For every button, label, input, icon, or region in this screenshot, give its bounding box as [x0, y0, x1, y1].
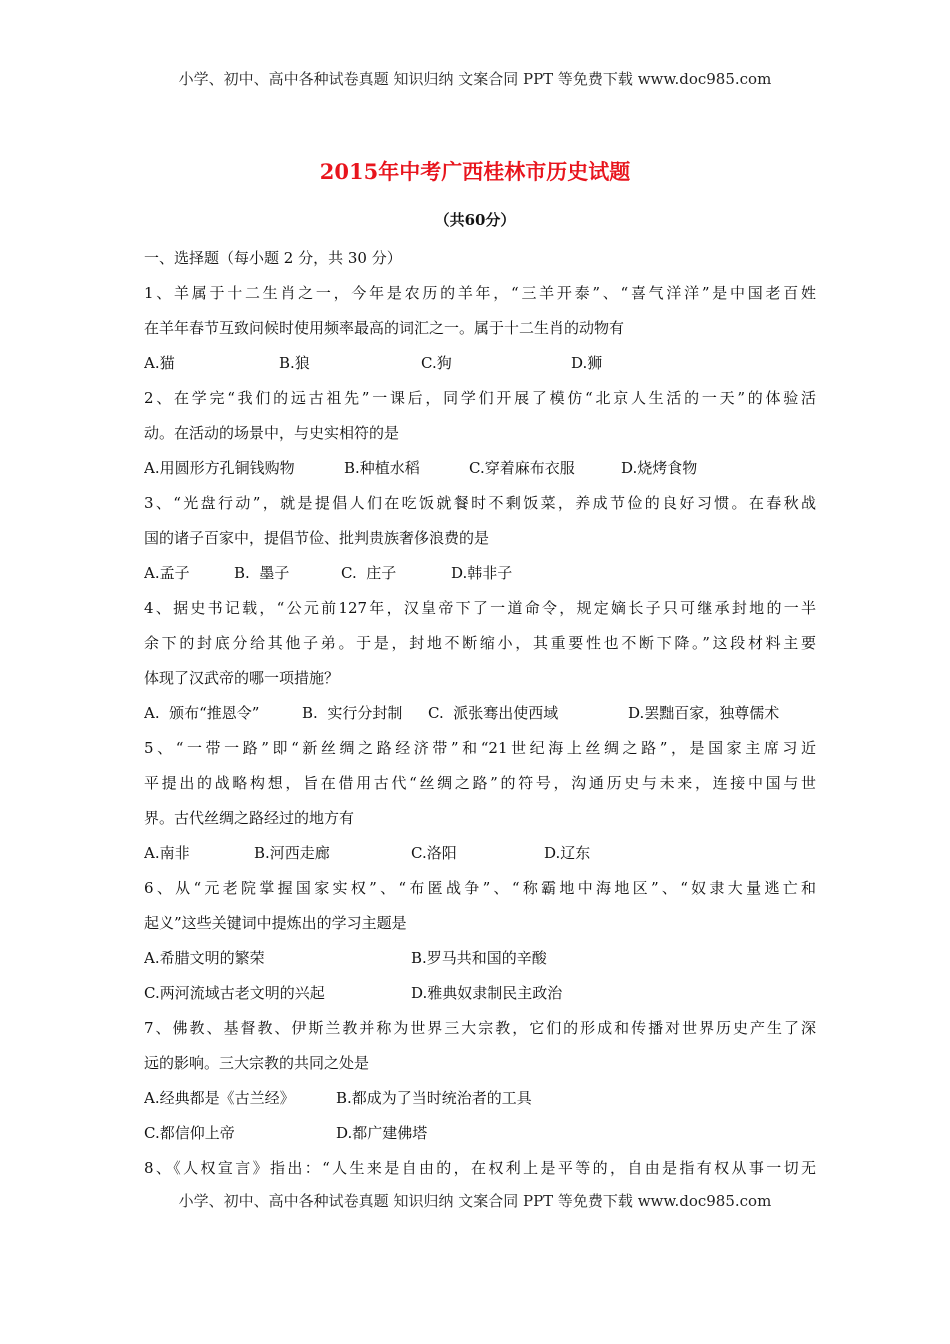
- options-row: [144, 556, 816, 591]
- option-a: A.猫: [144, 354, 175, 372]
- options-row: [144, 836, 816, 871]
- question-2: [144, 381, 816, 486]
- question-text: 动。在活动的场景中，与史实相符的是: [144, 424, 400, 442]
- option-c: C.两河流域古老文明的兴起: [144, 984, 325, 1002]
- option-d: D.都广建佛塔: [336, 1124, 428, 1142]
- option-a: A.孟子: [144, 564, 190, 582]
- option-a: A.希腊文明的繁荣: [144, 949, 265, 967]
- question-text: 界。古代丝绸之路经过的地方有: [144, 809, 355, 827]
- option-d: D.狮: [571, 354, 603, 372]
- question-text: 5、“一带一路”即“新丝绸之路经济带”和“21世纪海上丝绸之路”，是国家主席习近: [144, 739, 816, 757]
- question-text: 4、据史书记载，“公元前127年，汉皇帝下了一道命令，规定嫡长子只可继承封地的一半: [144, 599, 816, 617]
- question-text: 8、《人权宣言》指出：“人生来是自由的，在权利上是平等的，自由是指有权从事一切无: [144, 1159, 816, 1177]
- options-row: [144, 346, 816, 381]
- question-1: [144, 276, 816, 381]
- question-5: [144, 731, 816, 871]
- question-text: 3、“光盘行动”，就是提倡人们在吃饭就餐时不剩饭菜，养成节俭的良好习惯。在春秋战: [144, 494, 816, 512]
- section-heading: 一、选择题（每小题 2 分，共 30 分）: [144, 249, 402, 267]
- option-d: D.罢黜百家，独尊儒术: [628, 704, 780, 722]
- option-c: C.狗: [421, 354, 452, 372]
- question-7: [144, 1011, 816, 1151]
- option-b: B. 实行分封制: [302, 704, 403, 722]
- option-b: B.河西走廊: [254, 844, 330, 862]
- option-b: B. 墨子: [234, 564, 290, 582]
- question-text: 2、在学完“我们的远古祖先”一课后，同学们开展了模仿“北京人生活的一天”的体验活: [144, 389, 816, 407]
- question-text: 体现了汉武帝的哪一项措施？: [144, 669, 340, 687]
- question-8: [144, 1151, 816, 1186]
- option-d: D.雅典奴隶制民主政治: [411, 984, 563, 1002]
- option-a: A.用圆形方孔铜钱购物: [144, 459, 295, 477]
- options-row: [144, 1081, 816, 1116]
- options-row: [144, 1116, 816, 1151]
- question-text: 在羊年春节互致问候时使用频率最高的词汇之一。属于十二生肖的动物有: [144, 319, 625, 337]
- option-d: D.辽东: [544, 844, 591, 862]
- option-c: C. 庄子: [341, 564, 397, 582]
- option-b: B.种植水稻: [344, 459, 420, 477]
- question-text: 6、从“元老院掌握国家实权”、“布匿战争”、“称霸地中海地区”、“奴隶大量逃亡和: [144, 879, 816, 897]
- options-row: [144, 696, 816, 731]
- option-c: C. 派张骞出使西域: [428, 704, 559, 722]
- exam-title: 2015年中考广西桂林市历史试题: [319, 159, 631, 184]
- option-b: B.狼: [279, 354, 310, 372]
- question-3: [144, 486, 816, 591]
- exam-score-note: （共60分）: [434, 211, 516, 229]
- question-6: [144, 871, 816, 1011]
- question-text: 起义”这些关键词中提炼出的学习主题是: [144, 914, 407, 932]
- option-c: C.洛阳: [411, 844, 457, 862]
- exam-content: [144, 241, 816, 1186]
- option-c: C.穿着麻布衣服: [469, 459, 575, 477]
- question-4: [144, 591, 816, 731]
- option-b: B.罗马共和国的辛酸: [411, 949, 547, 967]
- question-text: 国的诸子百家中，提倡节俭、批判贵族奢侈浪费的是: [144, 529, 490, 547]
- option-b: B.都成为了当时统治者的工具: [336, 1089, 532, 1107]
- question-text: 余下的封底分给其他子弟。于是，封地不断缩小，其重要性也不断下降。”这段材料主要: [144, 634, 816, 652]
- option-a: A.经典都是《古兰经》: [144, 1089, 295, 1107]
- question-text: 远的影响。三大宗教的共同之处是: [144, 1054, 370, 1072]
- option-a: A.南非: [144, 844, 190, 862]
- question-text: 1、羊属于十二生肖之一，今年是农历的羊年，“三羊开泰”、“喜气洋洋”是中国老百姓: [144, 284, 816, 302]
- bottom-banner: 小学、初中、高中各种试卷真题 知识归纳 文案合同 PPT 等免费下载 www.doc985.com: [178, 1192, 772, 1210]
- options-row: [144, 451, 816, 486]
- question-text: 平提出的战略构想，旨在借用古代“丝绸之路”的符号，沟通历史与未来，连接中国与世: [144, 774, 816, 792]
- option-d: D.烧烤食物: [621, 459, 698, 477]
- top-banner: 小学、初中、高中各种试卷真题 知识归纳 文案合同 PPT 等免费下载 www.doc985.com: [178, 70, 772, 88]
- option-c: C.都信仰上帝: [144, 1124, 235, 1142]
- options-row: [144, 976, 816, 1011]
- option-a: A. 颁布“推恩令”: [144, 704, 260, 722]
- options-row: [144, 941, 816, 976]
- option-d: D.韩非子: [451, 564, 513, 582]
- question-text: 7、佛教、基督教、伊斯兰教并称为世界三大宗教，它们的形成和传播对世界历史产生了深: [144, 1019, 816, 1037]
